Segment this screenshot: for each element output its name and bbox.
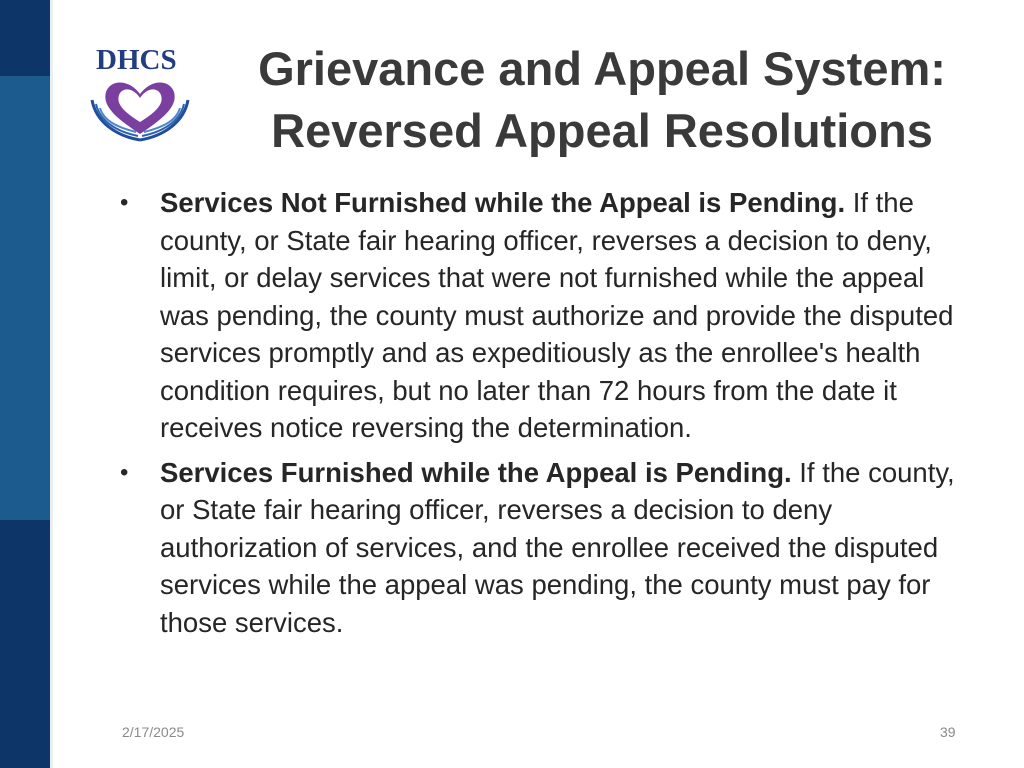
bullet-dot-icon: •	[120, 189, 129, 216]
bullet-item	[112, 184, 972, 447]
bullet-lead: Services Not Furnished while the Appeal is Pending.	[160, 187, 846, 218]
bullet-lead: Services Furnished while the Appeal is Pending.	[160, 456, 792, 488]
bullet-text: If the county, or State fair hearing officer, reverses a decision to deny authorization of services, and the enrollee received the disputed services while the appeal was pending, the county must pay for those services.	[160, 456, 955, 638]
title-line-1: Grievance and Appeal System:	[258, 42, 946, 95]
bullet-item	[112, 454, 972, 642]
bullet-list	[112, 184, 972, 648]
sidebar-top-band	[0, 0, 50, 76]
sidebar-bottom-band	[0, 520, 50, 768]
slide-title	[212, 38, 992, 162]
footer-page-number: 39	[940, 724, 956, 740]
sidebar-decoration	[0, 0, 50, 768]
footer-date: 2/17/2025	[122, 724, 185, 740]
bullet-dot-icon: •	[120, 458, 129, 486]
sidebar-edge	[50, 0, 53, 768]
bullet-text: If the county, or State fair hearing officer, reverses a decision to deny, limit, or delay services that were not furnished while the appeal was pending, the county must authorize and provide the disputed services promptly and as expeditiously as the enrollee's health condition requires, but no later than 72 hours from the date it receives notice reversing the determination.	[160, 187, 954, 443]
sidebar-middle-band	[0, 76, 50, 520]
title-line-2: Reversed Appeal Resolutions	[271, 104, 933, 157]
dhcs-logo	[88, 44, 192, 144]
logo-wordmark: DHCS	[96, 44, 177, 76]
hands-heart-icon	[88, 70, 192, 144]
